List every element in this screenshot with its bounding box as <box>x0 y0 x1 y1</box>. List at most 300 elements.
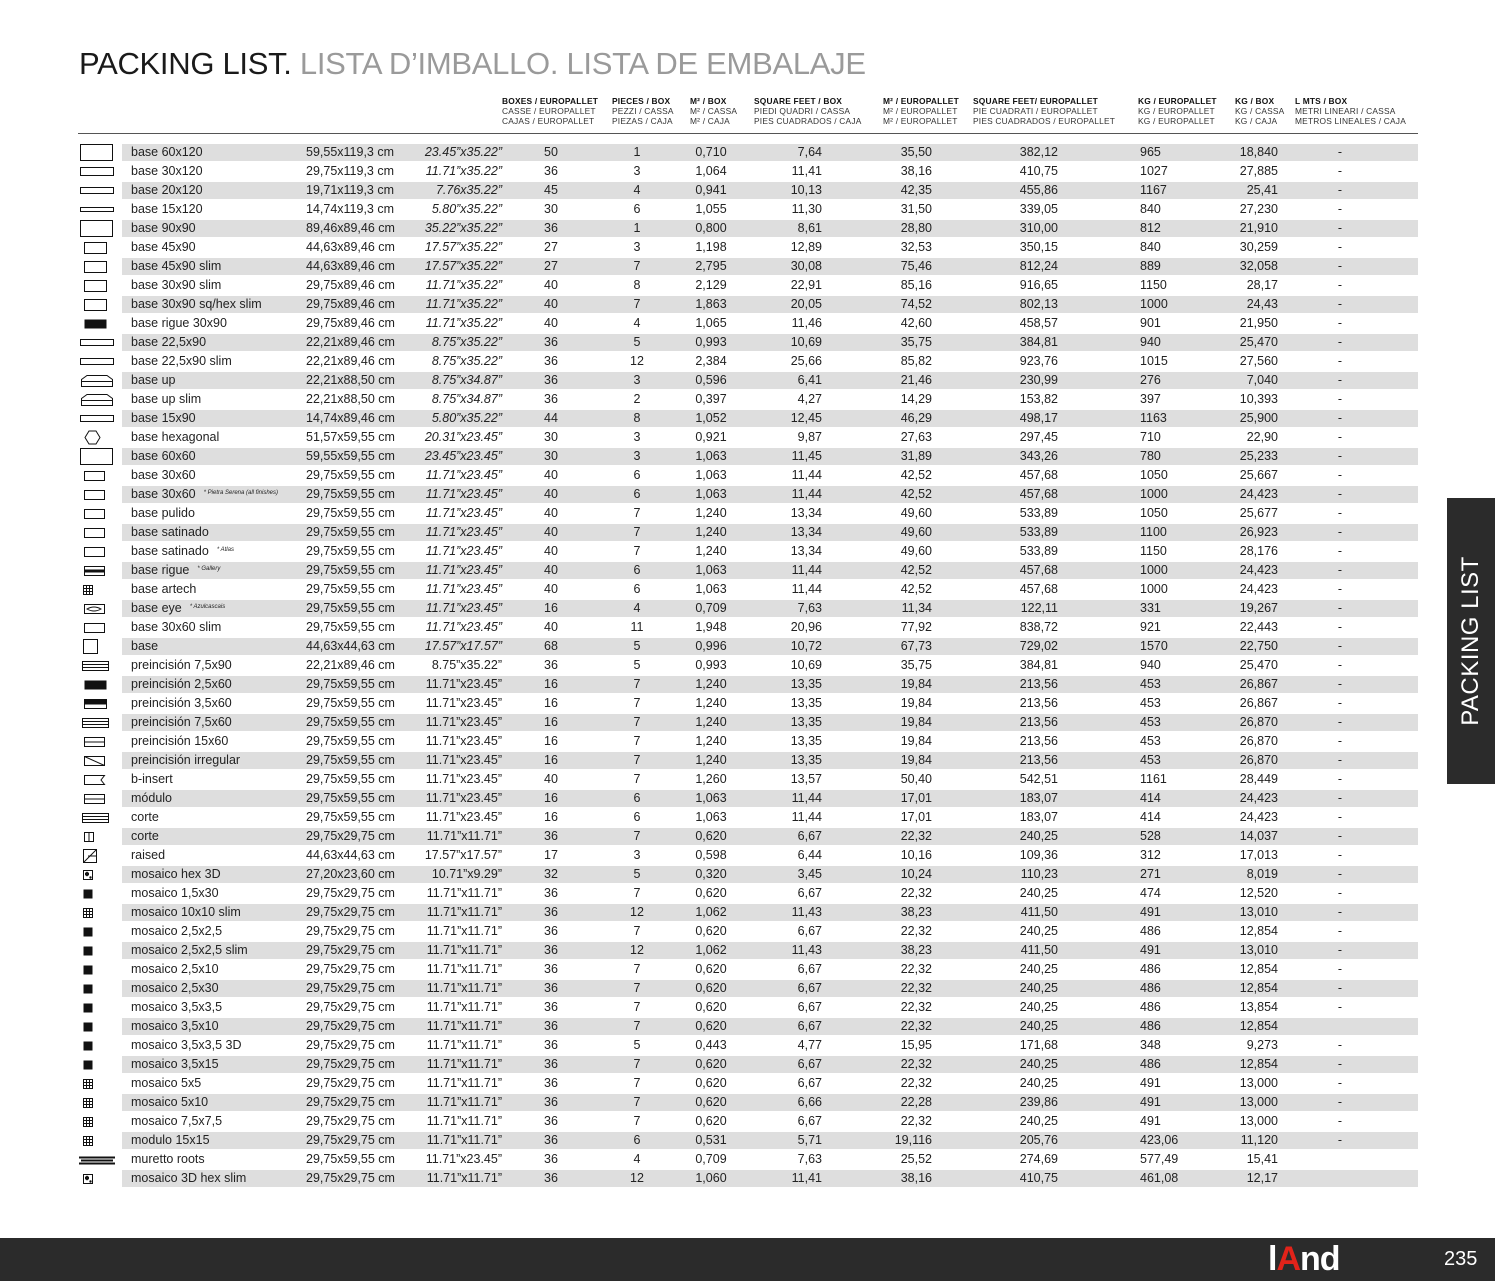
size-cm: 89,46x89,46 cm <box>306 221 395 235</box>
sqft-per-box: 11,44 <box>791 810 822 824</box>
column-header-line: KG / BOX <box>1235 96 1275 106</box>
m2-per-box: 1,240 <box>695 696 727 710</box>
sqft-per-pallet: 838,72 <box>1019 620 1058 634</box>
m2-per-pallet: 38,23 <box>900 905 932 919</box>
m2-per-box: 0,710 <box>695 145 727 159</box>
pieces-per-box: 7 <box>633 734 641 748</box>
size-cm: 29,75x29,75 cm <box>306 1000 395 1014</box>
kg-per-pallet: 312 <box>1140 848 1161 862</box>
linear-meters: - <box>1337 696 1343 710</box>
m2-per-pallet: 42,52 <box>900 582 932 596</box>
table-row <box>0 239 1495 256</box>
product-name-text: base 60x120 <box>131 145 203 159</box>
boxes-per-pallet: 30 <box>544 449 558 463</box>
linear-meters: - <box>1337 392 1343 406</box>
kg-per-box: 12,520 <box>1239 886 1278 900</box>
table-row <box>0 980 1495 997</box>
sqft-per-box: 8,61 <box>797 221 822 235</box>
size-cm: 29,75x29,75 cm <box>306 1057 395 1071</box>
square-icon <box>79 448 115 465</box>
size-cm: 29,75x29,75 cm <box>306 1133 395 1147</box>
m2-per-pallet: 25,52 <box>900 1152 932 1166</box>
boxes-per-pallet: 30 <box>544 430 558 444</box>
boxes-per-pallet: 36 <box>544 1133 558 1147</box>
m2-per-pallet: 17,01 <box>900 791 932 805</box>
table-row <box>0 277 1495 294</box>
kg-per-box: 26,870 <box>1239 753 1278 767</box>
column-header <box>502 96 598 126</box>
sqft-per-pallet: 457,68 <box>1019 563 1058 577</box>
product-name <box>131 372 175 389</box>
sqft-per-box: 6,44 <box>797 848 822 862</box>
kg-per-box: 13,000 <box>1239 1095 1278 1109</box>
m2-per-box: 1,063 <box>695 582 727 596</box>
column-header-line: M² / BOX <box>690 96 727 106</box>
boxes-per-pallet: 68 <box>544 639 558 653</box>
size-cm: 29,75x119,3 cm <box>306 164 395 178</box>
kg-per-box: 13,010 <box>1239 905 1278 919</box>
kg-per-pallet: 780 <box>1140 449 1161 463</box>
table-row <box>0 486 1495 503</box>
sqft-per-pallet: 239,86 <box>1019 1095 1058 1109</box>
boxes-per-pallet: 36 <box>544 943 558 957</box>
m2-per-box: 1,863 <box>695 297 727 311</box>
lines-icon <box>79 809 115 826</box>
product-name <box>131 790 172 807</box>
kg-per-box: 24,43 <box>1246 297 1278 311</box>
rect-small-icon <box>79 619 115 636</box>
m2-per-box: 1,240 <box>695 753 727 767</box>
kg-per-box: 12,854 <box>1239 1057 1278 1071</box>
kg-per-box: 25,41 <box>1246 183 1278 197</box>
pieces-per-box: 6 <box>633 487 641 501</box>
linear-meters: - <box>1337 658 1343 672</box>
grid-icon <box>79 1075 115 1092</box>
product-name-text: base satinado <box>131 525 209 539</box>
kg-per-box: 12,854 <box>1239 981 1278 995</box>
m2-per-pallet: 75,46 <box>900 259 932 273</box>
column-header-line: L MTS / BOX <box>1295 96 1348 106</box>
table-row <box>0 315 1495 332</box>
striped-icon <box>79 562 115 579</box>
sqft-per-pallet: 230,99 <box>1019 373 1058 387</box>
sqft-per-pallet: 812,24 <box>1019 259 1058 273</box>
linear-meters: - <box>1337 1038 1343 1052</box>
pieces-per-box: 12 <box>630 1171 644 1185</box>
kg-per-box: 25,667 <box>1239 468 1278 482</box>
column-header-line: PIES CUADRADOS / CAJA <box>754 116 862 126</box>
product-name-text: mosaico 3D hex slim <box>131 1171 247 1185</box>
m2-per-box: 0,598 <box>695 848 727 862</box>
m2-per-pallet: 22,32 <box>900 1000 932 1014</box>
product-name-text: base 20x120 <box>131 183 203 197</box>
linear-meters: - <box>1337 259 1343 273</box>
size-cm: 29,75x89,46 cm <box>306 316 395 330</box>
pieces-per-box: 6 <box>633 1133 641 1147</box>
sqft-per-pallet: 458,57 <box>1019 316 1058 330</box>
m2-per-box: 0,996 <box>695 639 727 653</box>
product-name <box>131 1056 219 1073</box>
size-inch: 11.71”x23.45” <box>425 772 502 786</box>
boxes-per-pallet: 16 <box>544 601 558 615</box>
rect-wide-icon <box>79 163 115 180</box>
column-header-line: M² / CASSA <box>690 106 738 116</box>
linear-meters: - <box>1337 145 1343 159</box>
kg-per-box: 27,230 <box>1239 202 1278 216</box>
pieces-per-box: 3 <box>633 430 641 444</box>
table-row <box>0 296 1495 313</box>
kg-per-pallet: 491 <box>1140 1076 1161 1090</box>
product-name-text: base satinado <box>131 544 209 558</box>
size-inch: 11.71”x23.45” <box>425 715 502 729</box>
sqft-per-box: 13,35 <box>790 715 822 729</box>
pieces-per-box: 7 <box>633 924 641 938</box>
kg-per-pallet: 486 <box>1140 1057 1161 1071</box>
size-inch: 11.71”x35.22” <box>425 316 502 330</box>
column-header-line: PIECES / BOX <box>612 96 671 106</box>
boxes-per-pallet: 16 <box>544 696 558 710</box>
size-cm: 29,75x59,55 cm <box>306 468 395 482</box>
brand-logo: lAnd <box>1268 1240 1340 1278</box>
kg-per-box: 15,41 <box>1246 1152 1278 1166</box>
boxes-per-pallet: 36 <box>544 1000 558 1014</box>
product-name-text: mosaico 3,5x10 <box>131 1019 219 1033</box>
kg-per-pallet: 1027 <box>1140 164 1168 178</box>
sqft-per-pallet: 274,69 <box>1019 1152 1058 1166</box>
table-row <box>0 885 1495 902</box>
m2-per-pallet: 67,73 <box>900 639 932 653</box>
pieces-per-box: 7 <box>633 1000 641 1014</box>
mosaic-icon <box>79 1037 115 1054</box>
size-inch: 11.71”x35.22” <box>425 297 502 311</box>
rect-icon <box>79 296 115 313</box>
pieces-per-box: 7 <box>633 696 641 710</box>
size-cm: 44,63x44,63 cm <box>306 848 395 862</box>
pieces-per-box: 7 <box>633 506 641 520</box>
size-inch: 7.76x35.22” <box>435 183 502 197</box>
grid-icon <box>79 904 115 921</box>
pieces-per-box: 12 <box>630 354 644 368</box>
kg-per-pallet: 348 <box>1140 1038 1161 1052</box>
linear-meters: - <box>1337 240 1343 254</box>
pieces-per-box: 4 <box>633 316 641 330</box>
table-row <box>0 847 1495 864</box>
size-inch: 11.71”x11.71” <box>426 1038 502 1052</box>
product-name-text: corte <box>131 810 159 824</box>
size-inch: 17.57”x17.57” <box>424 639 502 653</box>
sqft-per-box: 11,30 <box>791 202 822 216</box>
table-row <box>0 657 1495 674</box>
m2-per-box: 1,240 <box>695 525 727 539</box>
table-row <box>0 410 1495 427</box>
hex-mosaic-icon <box>79 1170 115 1187</box>
m2-per-box: 0,993 <box>695 658 727 672</box>
m2-per-box: 1,062 <box>695 943 727 957</box>
m2-per-pallet: 46,29 <box>900 411 932 425</box>
boxes-per-pallet: 17 <box>544 848 558 862</box>
sqft-per-box: 11,44 <box>791 468 822 482</box>
product-name-text: muretto roots <box>131 1152 205 1166</box>
kg-per-box: 22,750 <box>1239 639 1278 653</box>
m2-per-box: 1,948 <box>695 620 727 634</box>
rect-thin-icon <box>79 201 115 218</box>
split-square-icon <box>79 828 115 845</box>
m2-per-pallet: 85,16 <box>900 278 932 292</box>
column-header-line: KG / CAJA <box>1235 116 1278 126</box>
m2-per-pallet: 38,23 <box>900 943 932 957</box>
product-name-text: mosaico 2,5x10 <box>131 962 219 976</box>
size-inch: 11.71”x11.71” <box>426 1019 502 1033</box>
m2-per-pallet: 31,89 <box>900 449 932 463</box>
m2-per-pallet: 22,32 <box>900 829 932 843</box>
product-name <box>131 239 196 256</box>
product-name-text: preincisión 2,5x60 <box>131 677 232 691</box>
pieces-per-box: 6 <box>633 582 641 596</box>
m2-per-pallet: 50,40 <box>900 772 932 786</box>
rect-small-icon <box>79 467 115 484</box>
product-name <box>131 866 221 883</box>
sqft-per-pallet: 213,56 <box>1019 753 1058 767</box>
kg-per-pallet: 486 <box>1140 1019 1161 1033</box>
column-header-line: CASSE / EUROPALLET <box>502 106 596 116</box>
kg-per-pallet: 491 <box>1140 1114 1161 1128</box>
kg-per-box: 12,854 <box>1239 1019 1278 1033</box>
sqft-per-box: 13,34 <box>790 525 822 539</box>
m2-per-box: 0,709 <box>695 601 727 615</box>
pieces-per-box: 2 <box>633 392 641 406</box>
rect-icon <box>79 258 115 275</box>
m2-per-pallet: 21,46 <box>900 373 932 387</box>
column-header <box>612 96 674 126</box>
product-name <box>131 942 248 959</box>
product-name-text: base hexagonal <box>131 430 220 444</box>
m2-per-box: 1,260 <box>695 772 727 786</box>
size-cm: 29,75x59,55 cm <box>306 696 395 710</box>
kg-per-box: 17,013 <box>1239 848 1278 862</box>
m2-per-box: 0,993 <box>695 335 727 349</box>
linear-meters: - <box>1337 639 1343 653</box>
sqft-per-pallet: 533,89 <box>1019 506 1058 520</box>
size-inch: 11.71”x23.45” <box>425 582 502 596</box>
square-small-icon <box>79 638 115 655</box>
kg-per-pallet: 453 <box>1140 734 1161 748</box>
kg-per-box: 28,449 <box>1239 772 1278 786</box>
kg-per-box: 25,677 <box>1239 506 1278 520</box>
column-header <box>1138 96 1217 126</box>
linear-meters: - <box>1337 791 1343 805</box>
size-inch: 11.71”x11.71” <box>426 905 502 919</box>
pieces-per-box: 5 <box>633 658 641 672</box>
sqft-per-pallet: 410,75 <box>1019 164 1058 178</box>
linear-meters: - <box>1337 316 1343 330</box>
size-cm: 29,75x29,75 cm <box>306 1114 395 1128</box>
table-row <box>0 1075 1495 1092</box>
rect-slim-icon <box>79 182 115 199</box>
product-name <box>131 1037 241 1054</box>
column-header-line: PIEZAS / CAJA <box>612 116 673 126</box>
sqft-per-box: 9,87 <box>797 430 822 444</box>
size-cm: 29,75x29,75 cm <box>306 943 395 957</box>
size-inch: 5.80”x35.22” <box>431 411 502 425</box>
linear-meters: - <box>1337 468 1343 482</box>
product-name-text: preincisión 7,5x60 <box>131 715 232 729</box>
sqft-per-pallet: 109,36 <box>1019 848 1058 862</box>
boxes-per-pallet: 50 <box>544 145 558 159</box>
sqft-per-box: 13,35 <box>790 677 822 691</box>
size-inch: 11.71”x11.71” <box>426 1133 502 1147</box>
boxes-per-pallet: 16 <box>544 791 558 805</box>
rect-line-icon <box>79 733 115 750</box>
sqft-per-pallet: 533,89 <box>1019 525 1058 539</box>
m2-per-box: 0,620 <box>695 1076 727 1090</box>
step-icon <box>79 391 115 408</box>
sqft-per-pallet: 240,25 <box>1019 1057 1058 1071</box>
rect-half-icon <box>79 695 115 712</box>
m2-per-pallet: 22,32 <box>900 981 932 995</box>
column-header <box>883 96 959 126</box>
mosaic-icon <box>79 942 115 959</box>
column-header-line: KG / EUROPALLET <box>1138 96 1217 106</box>
m2-per-box: 1,063 <box>695 810 727 824</box>
size-inch: 17.57”x17.57” <box>424 848 502 862</box>
product-name <box>131 885 219 902</box>
sqft-per-pallet: 339,05 <box>1019 202 1058 216</box>
column-header-line: PIES CUADRADOS / EUROPALLET <box>973 116 1116 126</box>
product-note: * Atlas <box>216 547 234 553</box>
size-cm: 29,75x59,55 cm <box>306 506 395 520</box>
size-inch: 11.71”x23.45” <box>425 601 502 615</box>
sqft-per-box: 11,46 <box>791 316 822 330</box>
boxes-per-pallet: 36 <box>544 1152 558 1166</box>
sqft-per-pallet: 205,76 <box>1019 1133 1058 1147</box>
product-name-text: base 30x90 sq/hex slim <box>131 297 262 311</box>
kg-per-box: 9,273 <box>1246 1038 1278 1052</box>
sqft-per-box: 13,34 <box>790 544 822 558</box>
pieces-per-box: 5 <box>633 867 641 881</box>
sqft-per-box: 6,41 <box>797 373 822 387</box>
m2-per-box: 0,320 <box>695 867 727 881</box>
size-cm: 29,75x59,55 cm <box>306 753 395 767</box>
pieces-per-box: 4 <box>633 601 641 615</box>
size-inch: 11.71”x35.22” <box>425 278 502 292</box>
m2-per-box: 0,620 <box>695 924 727 938</box>
m2-per-pallet: 19,84 <box>900 715 932 729</box>
raised-icon <box>79 847 115 864</box>
sqft-per-box: 4,27 <box>797 392 822 406</box>
sqft-per-box: 6,66 <box>797 1095 822 1109</box>
sqft-per-pallet: 110,23 <box>1020 867 1058 881</box>
product-name <box>131 1094 208 1111</box>
table-row <box>0 999 1495 1016</box>
product-name-text: mosaico 2,5x2,5 <box>131 924 223 938</box>
table-row <box>0 581 1495 598</box>
kg-per-pallet: 1100 <box>1140 525 1167 539</box>
table-row <box>0 505 1495 522</box>
m2-per-pallet: 19,84 <box>900 734 932 748</box>
mosaic-icon <box>79 1056 115 1073</box>
boxes-per-pallet: 36 <box>544 1076 558 1090</box>
kg-per-pallet: 276 <box>1140 373 1161 387</box>
table-row <box>0 429 1495 446</box>
table-row <box>0 258 1495 275</box>
kg-per-box: 25,900 <box>1239 411 1278 425</box>
table-row <box>0 600 1495 617</box>
sqft-per-box: 7,63 <box>797 601 822 615</box>
size-cm: 27,20x23,60 cm <box>306 867 395 881</box>
kg-per-pallet: 414 <box>1140 810 1161 824</box>
product-name-text: raised <box>131 848 166 862</box>
size-cm: 22,21x88,50 cm <box>306 392 395 406</box>
product-name-text: mosaico 10x10 slim <box>131 905 241 919</box>
table-row <box>0 201 1495 218</box>
sqft-per-pallet: 213,56 <box>1019 677 1058 691</box>
linear-meters: - <box>1337 1114 1343 1128</box>
column-header-line: M² / EUROPALLET <box>883 106 958 116</box>
kg-per-box: 25,470 <box>1239 658 1278 672</box>
size-inch: 17.57”x35.22” <box>424 259 502 273</box>
pieces-per-box: 7 <box>633 544 641 558</box>
pieces-per-box: 7 <box>633 772 641 786</box>
m2-per-box: 0,620 <box>695 1057 727 1071</box>
linear-meters: - <box>1337 487 1343 501</box>
size-cm: 29,75x59,55 cm <box>306 677 395 691</box>
column-header <box>690 96 737 126</box>
linear-meters: - <box>1337 848 1343 862</box>
linear-meters: - <box>1337 506 1343 520</box>
m2-per-box: 1,240 <box>695 715 727 729</box>
m2-per-box: 2,384 <box>695 354 727 368</box>
product-name <box>131 695 232 712</box>
size-cm: 44,63x89,46 cm <box>306 259 395 273</box>
boxes-per-pallet: 40 <box>544 487 558 501</box>
m2-per-pallet: 35,75 <box>900 658 932 672</box>
sqft-per-box: 25,66 <box>790 354 822 368</box>
product-name <box>131 448 196 465</box>
size-inch: 11.71”x11.71” <box>426 924 502 938</box>
sqft-per-box: 12,45 <box>790 411 822 425</box>
size-cm: 29,75x29,75 cm <box>306 981 395 995</box>
linear-meters: - <box>1337 354 1343 368</box>
sqft-per-box: 13,35 <box>790 696 822 710</box>
m2-per-box: 0,620 <box>695 1019 727 1033</box>
kg-per-pallet: 1163 <box>1140 411 1167 425</box>
size-inch: 11.71”x11.71” <box>426 1000 502 1014</box>
hex-mosaic-icon <box>79 866 115 883</box>
table-row <box>0 866 1495 883</box>
sqft-per-box: 30,08 <box>790 259 822 273</box>
product-name-text: base 15x120 <box>131 202 203 216</box>
m2-per-box: 0,620 <box>695 829 727 843</box>
boxes-per-pallet: 16 <box>544 753 558 767</box>
grid-icon <box>79 1132 115 1149</box>
pieces-per-box: 6 <box>633 202 641 216</box>
linear-meters: - <box>1337 734 1343 748</box>
product-name-text: mosaico 7,5x7,5 <box>131 1114 223 1128</box>
sqft-per-box: 6,67 <box>797 981 822 995</box>
lines-icon <box>79 714 115 731</box>
kg-per-box: 19,267 <box>1239 601 1278 615</box>
column-header-line: PIE CUADRATI / EUROPALLET <box>973 106 1098 116</box>
sqft-per-pallet: 240,25 <box>1019 924 1058 938</box>
linear-meters: - <box>1337 810 1343 824</box>
sqft-per-box: 6,67 <box>797 1057 822 1071</box>
size-inch: 11.71”x23.45” <box>425 677 502 691</box>
column-header-line: M² / CAJA <box>690 116 730 126</box>
linear-meters: - <box>1337 677 1343 691</box>
column-header <box>1295 96 1406 126</box>
sqft-per-box: 3,45 <box>797 867 822 881</box>
sqft-per-box: 11,44 <box>791 487 822 501</box>
